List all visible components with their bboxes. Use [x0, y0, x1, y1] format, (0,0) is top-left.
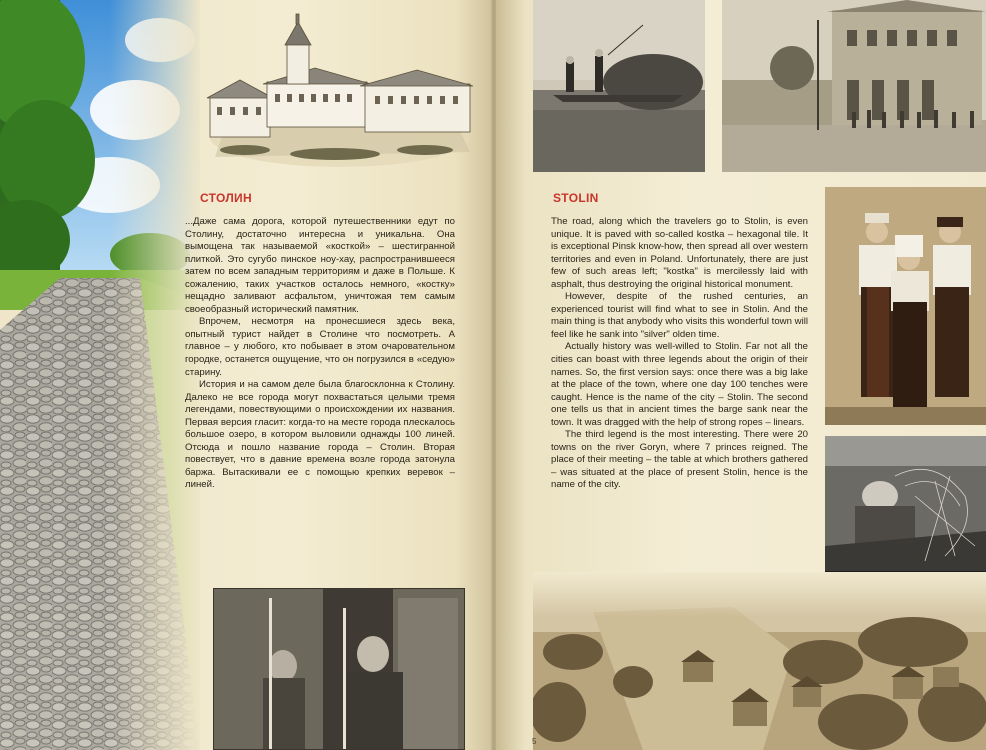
page-number: 5	[532, 737, 537, 746]
body-text-ru	[185, 216, 455, 492]
town-panorama-photo	[533, 572, 986, 750]
page-heading-ru: СТОЛИН	[200, 191, 252, 205]
right-page	[496, 0, 986, 750]
paragraph-2: However, despite of the rushed centuries, an experienced tourist will find what to see in Stolin. And the main thing is that anybody who visits this wonderful town will feel like he sank into "silver" olden time.	[551, 291, 808, 340]
fisherman-photo	[825, 436, 986, 589]
paragraph-1: ...Даже сама дорога, которой путешественники едут по Столину, достаточно интересна и уникальна. Она вымощена так называемой «косткой» – шестигранной плиткой. Это сугубо пинское ноу-хау, распространившееся затем по всем западным территориям и даже в Польше. К сожалению, таких участков осталось немного, «костку» нещадно заливают асфальтом, уничтожая тем самым своеобразный исторический памятник.	[185, 216, 455, 315]
old-street-photo	[722, 0, 986, 172]
body-text-en	[551, 216, 808, 492]
cobblestone-road-photo	[0, 0, 200, 750]
paragraph-4: The third legend is the most interesting. There were 20 towns on the river Goryn, where 7 princes reigned. The place of their meeting – the table at which brothers gathered – was situated at the place of present Stolin, hence is the name of the city.	[551, 429, 808, 491]
paragraph-3: Actually history was well-willed to Stolin. Far not all the cities can boast with three legends about the origin of their names. So, the first version says: once there was a big lake at the place of the town, where one day 100 tenches were caught. Hence is the name of the city – Stolin. The second one tells us that in ancient times the barge sank near the town. It was dragged with the help of strong ropes – linears.	[551, 341, 808, 428]
palace-illustration	[205, 12, 475, 172]
paragraph-3: История и на самом деле была благосклонна к Столину. Далеко не все города могут похвастаться целыми тремя легендами, повествующими о происхождении их названия. Первая версия гласит: когда-то на месте города плескалось большое озеро, в котором выловили однажды 100 линей. Отсюда и пошло название города – Столин. Вторая повествует, что в давние времена возле города затонула баржа. Вытаскивали ее с помощью крепких веревок – линей.	[185, 379, 455, 491]
paragraph-2: Впрочем, несмотря на пронесшиеся здесь века, опытный турист найдет в Столине что посмотреть. А главное – у любого, кто побывает в этом очаровательном городке, останется ощущение, что он погрузился в «седую» старину.	[185, 316, 455, 378]
paragraph-1: The road, along which the travelers go to Stolin, is even unique. It is paved with so-called kostka – hexagonal tile. It is exceptional Pinsk know-how, then spread all over western territories and even in Poland. Unfortunately, there are just few of such areas left; "kostka" is mercilessly laid with asphalt, thus destroying the original historical monument.	[551, 216, 808, 290]
boat-haystack-photo	[533, 0, 705, 172]
elders-photo	[213, 588, 465, 750]
folk-costume-photo	[825, 187, 986, 425]
page-heading-en: STOLIN	[553, 191, 599, 205]
